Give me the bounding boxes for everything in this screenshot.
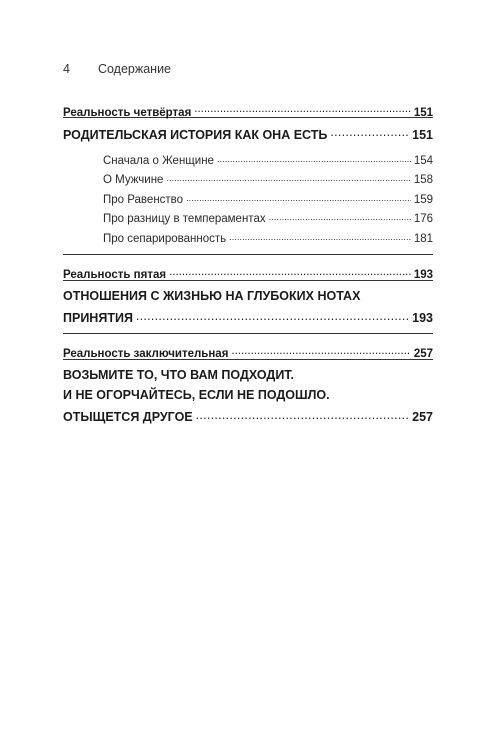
toc-entry-label: РОДИТЕЛЬСКАЯ ИСТОРИЯ КАК ОНА ЕСТЬ [63,127,328,142]
dot-leader [186,191,411,203]
toc-entry-page: 257 [413,348,433,360]
dot-leader [136,310,409,323]
dot-leader [217,152,411,164]
running-title: Содержание [97,62,172,76]
toc-subentry[interactable] [63,230,433,250]
toc-entry-part-4[interactable] [63,104,433,124]
toc-entry-page: 193 [413,269,433,281]
toc-entry-chapter-final-line-1[interactable] [63,369,433,389]
toc-entry-label: Про сепарированность [103,232,227,245]
toc-entry-chapter-5-line-1[interactable] [63,290,433,310]
toc-entry-page: 181 [413,232,433,245]
table-of-contents [63,104,433,429]
toc-entry-label: Сначала о Женщине [103,154,214,167]
toc-subentry[interactable] [63,152,433,172]
divider-rule [63,254,433,255]
toc-entry-chapter-4[interactable] [63,126,433,146]
page-number: 4 [63,62,70,76]
toc-subentry[interactable] [63,211,433,231]
dot-leader [231,346,410,358]
toc-subentry[interactable] [63,191,433,211]
divider-rule [63,333,433,334]
toc-entry-label: ВОЗЬМИТЕ ТО, ЧТО ВАМ ПОДХОДИТ. [63,367,295,382]
toc-entry-label: Реальность заключительная [63,348,229,360]
toc-entry-label: ПРИНЯТИЯ [63,311,133,325]
toc-entry-page: 193 [412,311,433,325]
dot-leader [166,172,410,184]
toc-entry-page: 151 [412,127,433,142]
toc-entry-chapter-5-line-2[interactable] [63,310,433,330]
toc-entry-label: ОТНОШЕНИЯ С ЖИЗНЬЮ НА ГЛУБОКИХ НОТАХ [63,288,361,303]
dot-leader [169,267,411,279]
toc-entry-chapter-final-line-3[interactable] [63,409,433,429]
toc-entry-part-final[interactable] [63,346,433,366]
running-header [63,62,171,76]
toc-entry-label: ОТЫЩЕТСЯ ДРУГОЕ [63,410,193,424]
toc-entry-page: 158 [413,174,433,186]
toc-entry-label: О Мужчине [103,174,164,186]
toc-entry-page: 159 [413,193,433,206]
toc-entry-part-5[interactable] [63,267,433,287]
toc-subentry[interactable] [63,172,433,192]
toc-entry-chapter-final-line-2[interactable] [63,389,433,409]
toc-entry-label: Реальность четвёртая [63,106,192,119]
toc-entry-page: 257 [412,410,433,424]
toc-entry-page: 176 [413,213,433,225]
dot-leader [330,126,409,139]
dot-leader [194,104,411,116]
dot-leader [229,230,411,242]
dot-leader [196,409,410,422]
toc-entry-page: 154 [413,154,433,167]
toc-entry-page: 151 [413,106,433,119]
toc-entry-label: И НЕ ОГОРЧАЙТЕСЬ, ЕСЛИ НЕ ПОДОШЛО. [63,387,330,402]
toc-entry-label: Про разницу в темпераментах [103,213,266,225]
toc-entry-label: Реальность пятая [63,269,167,281]
dot-leader [269,211,411,223]
toc-entry-label: Про Равенство [103,193,184,206]
